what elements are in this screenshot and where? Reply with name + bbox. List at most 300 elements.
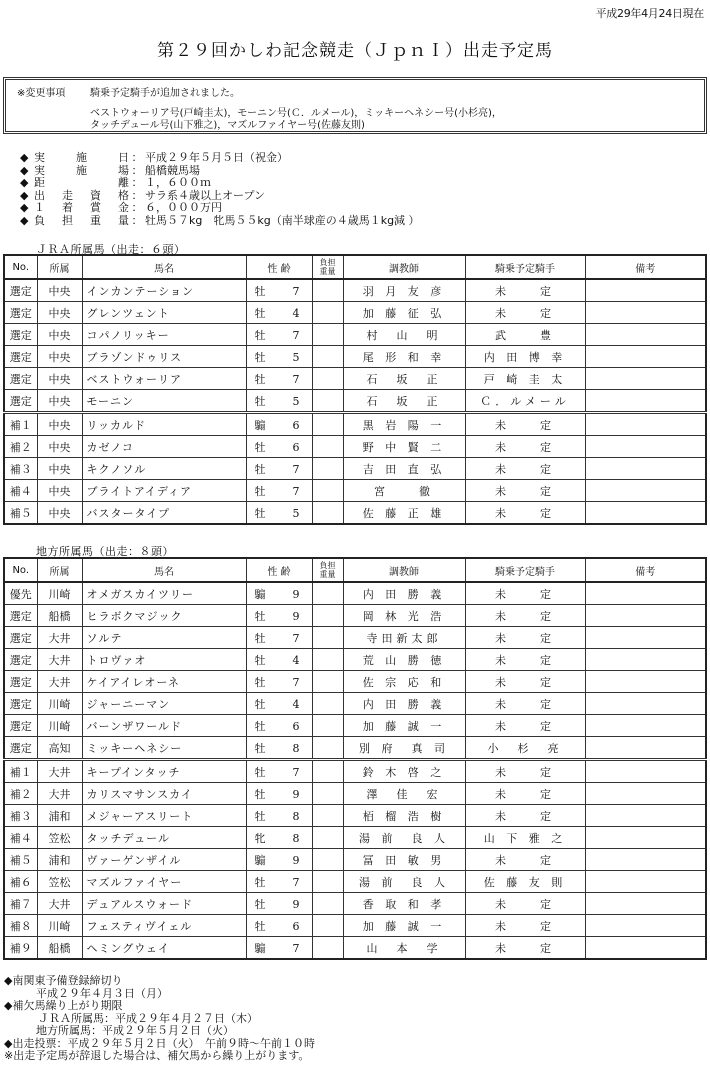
cell-trainer: 黒 岩 陽 一 (343, 413, 465, 436)
cell-trainer: 加 藤 征 弘 (343, 302, 465, 324)
cell-weight (312, 436, 343, 458)
cell-sex: 牡 (254, 609, 266, 623)
cell-age: 7 (292, 328, 300, 342)
race-info-key-char: 走 (62, 188, 73, 202)
race-info-value: サラ系４歳以上オープン (145, 188, 266, 202)
cell-entry-no: 補２ (4, 783, 37, 805)
race-info-key (34, 165, 129, 178)
local-entries-table (3, 557, 707, 960)
cell-jockey: 佐 藤 友 則 (465, 871, 585, 893)
weight-header-line: 重量 (319, 570, 336, 579)
cell-weight (312, 458, 343, 480)
cell-remarks (585, 302, 706, 324)
col-header-sex-age: 性 齢 (246, 255, 312, 279)
footer-note-line: ＪＲＡ所属馬：平成２９年４月２７日（木） (38, 1011, 258, 1025)
cell-age: 6 (292, 440, 300, 454)
cell-age: 7 (292, 631, 300, 645)
cell-age: 6 (292, 418, 300, 432)
cell-horse-name: グレンツェント (82, 302, 246, 324)
cell-age: 4 (292, 653, 300, 667)
cell-remarks (585, 458, 706, 480)
cell-remarks (585, 582, 706, 605)
table-header-row (4, 558, 706, 582)
footer-note-line: ◆補欠馬繰り上がり期限 (4, 999, 123, 1012)
cell-remarks (585, 368, 706, 390)
col-header-horse-name: 馬名 (82, 255, 246, 279)
cell-entry-no: 選定 (4, 368, 37, 390)
cell-remarks (585, 693, 706, 715)
cell-affiliation: 大井 (37, 671, 82, 693)
cell-sex: 牡 (254, 697, 266, 711)
race-info-key-char: 日 (118, 151, 129, 164)
race-info-key (34, 202, 129, 215)
table-row (4, 324, 706, 346)
colon-separator: ： (131, 163, 143, 177)
table-row (4, 760, 706, 783)
cell-horse-name: タッチデュール (82, 827, 246, 849)
cell-horse-name: ミッキーヘネシー (82, 737, 246, 760)
race-info-value: １，６００ｍ (145, 176, 211, 189)
cell-trainer: 佐 宗 応 和 (343, 671, 465, 693)
race-info-value: 船橋競馬場 (145, 163, 200, 177)
race-info-key-char: 金 (118, 201, 129, 214)
cell-jockey: 山 下 雅 之 (465, 827, 585, 849)
cell-age: 7 (292, 372, 300, 386)
footer-note-line: 地方所属馬：平成２９年５月２日（火） (36, 1024, 234, 1037)
cell-trainer: 村 山 明 (343, 324, 465, 346)
cell-trainer: 尾 形 和 幸 (343, 346, 465, 368)
cell-entry-no: 選定 (4, 671, 37, 693)
cell-sex-age (246, 627, 312, 649)
race-info-key-char: 格 (118, 188, 129, 202)
table-row (4, 937, 706, 960)
cell-jockey: 未 定 (465, 302, 585, 324)
cell-sex: 牡 (254, 741, 266, 755)
cell-trainer: 鈴 木 啓 之 (343, 760, 465, 783)
col-header-jockey: 騎乗予定騎手 (465, 255, 585, 279)
cell-weight (312, 346, 343, 368)
race-info-row (20, 152, 420, 165)
cell-entry-no: 補３ (4, 805, 37, 827)
cell-trainer: 宮 徹 (343, 480, 465, 502)
table-row (4, 605, 706, 627)
cell-remarks (585, 937, 706, 960)
cell-affiliation: 中央 (37, 302, 82, 324)
race-info-key-char: 場 (118, 163, 129, 177)
cell-entry-no: 選定 (4, 693, 37, 715)
footer-notes (4, 975, 315, 1063)
cell-affiliation: 中央 (37, 324, 82, 346)
cell-sex-age (246, 805, 312, 827)
table-row (4, 458, 706, 480)
cell-sex-age (246, 693, 312, 715)
notice-line: タッチデュール号(山下雅之)，マズルファイヤー号(佐藤友則) (90, 120, 365, 131)
cell-remarks (585, 871, 706, 893)
race-info-key (34, 190, 129, 203)
race-info-key (34, 177, 129, 190)
cell-sex: 騸 (254, 853, 266, 867)
cell-affiliation: 中央 (37, 390, 82, 413)
race-info-key-char: 着 (62, 201, 73, 214)
cell-weight (312, 502, 343, 525)
cell-entry-no: 補４ (4, 827, 37, 849)
cell-entry-no: 選定 (4, 346, 37, 368)
race-info-key-char: 出 (34, 188, 45, 202)
table-row (4, 915, 706, 937)
cell-age: 8 (292, 809, 300, 823)
cell-horse-name: キープインタッチ (82, 760, 246, 783)
cell-trainer: 湯 前 良 人 (343, 827, 465, 849)
race-info-key-char: 資 (90, 188, 101, 202)
cell-weight (312, 279, 343, 302)
cell-affiliation: 高知 (37, 737, 82, 760)
cell-weight (312, 827, 343, 849)
colon-separator: ： (131, 151, 143, 164)
cell-weight (312, 627, 343, 649)
cell-remarks (585, 279, 706, 302)
cell-sex-age (246, 458, 312, 480)
cell-sex: 牡 (254, 506, 266, 520)
cell-sex: 牡 (254, 372, 266, 386)
cell-sex: 騸 (254, 418, 266, 432)
cell-jockey: 未 定 (465, 413, 585, 436)
cell-trainer: 羽 月 友 彦 (343, 279, 465, 302)
footer-note-line: ◆出走投票：平成２９年５月２日（火） 午前９時～午前１０時 (4, 1036, 315, 1050)
cell-jockey: 未 定 (465, 715, 585, 737)
cell-trainer: 岡 林 光 浩 (343, 605, 465, 627)
cell-sex-age (246, 915, 312, 937)
cell-trainer: 石 坂 正 (343, 390, 465, 413)
cell-trainer: 湯 前 良 人 (343, 871, 465, 893)
race-info-row (20, 165, 420, 178)
race-info-key (34, 215, 129, 228)
diamond-bullet-icon: ◆ (20, 188, 29, 202)
cell-sex-age (246, 436, 312, 458)
col-header-jockey: 騎乗予定騎手 (465, 558, 585, 582)
cell-remarks (585, 849, 706, 871)
cell-entry-no: 補５ (4, 502, 37, 525)
cell-age: 7 (292, 284, 300, 298)
cell-sex: 騸 (254, 941, 266, 955)
cell-affiliation: 中央 (37, 413, 82, 436)
cell-jockey: 未 定 (465, 671, 585, 693)
cell-entry-no: 選定 (4, 302, 37, 324)
cell-age: 7 (292, 484, 300, 498)
cell-weight (312, 413, 343, 436)
race-info-row (20, 215, 420, 228)
cell-entry-no: 選定 (4, 279, 37, 302)
change-notice-box (3, 77, 707, 134)
cell-weight (312, 671, 343, 693)
table-header-row (4, 255, 706, 279)
race-info-key-char: 離 (118, 176, 129, 189)
weight-header-line: 重量 (319, 267, 336, 276)
cell-age: 9 (292, 787, 300, 801)
cell-jockey: 戸 崎 圭 太 (465, 368, 585, 390)
jra-entries-table (3, 254, 707, 525)
cell-jockey: 未 定 (465, 279, 585, 302)
colon-separator: ： (131, 188, 143, 202)
cell-trainer: 加 藤 誠 一 (343, 915, 465, 937)
footer-note-line: ※出走予定馬が辞退した場合は、補欠馬から繰り上がります。 (4, 1049, 310, 1062)
footer-note-line: 平成２９年４月３日（月） (36, 986, 168, 1000)
cell-trainer: 吉 田 直 弘 (343, 458, 465, 480)
cell-remarks (585, 915, 706, 937)
cell-jockey: 未 定 (465, 893, 585, 915)
cell-sex: 騸 (254, 587, 266, 601)
table-row (4, 827, 706, 849)
table-row (4, 693, 706, 715)
race-info-list (20, 152, 420, 227)
table-row (4, 649, 706, 671)
cell-sex-age (246, 605, 312, 627)
cell-entry-no: 補１ (4, 760, 37, 783)
cell-remarks (585, 805, 706, 827)
table-row (4, 279, 706, 302)
cell-age: 6 (292, 719, 300, 733)
cell-sex: 牡 (254, 306, 266, 320)
cell-remarks (585, 893, 706, 915)
cell-age: 8 (292, 741, 300, 755)
cell-trainer: 荒 山 勝 徳 (343, 649, 465, 671)
cell-affiliation: 笠松 (37, 827, 82, 849)
cell-jockey: 未 定 (465, 436, 585, 458)
cell-weight (312, 760, 343, 783)
cell-entry-no: 補２ (4, 436, 37, 458)
cell-horse-name: インカンテーション (82, 279, 246, 302)
cell-age: 7 (292, 875, 300, 889)
cell-weight (312, 893, 343, 915)
table-row (4, 671, 706, 693)
table-row (4, 783, 706, 805)
cell-sex-age (246, 279, 312, 302)
cell-affiliation: 中央 (37, 458, 82, 480)
local-section-heading: 地方所属馬（出走：８頭） (36, 545, 174, 558)
col-header-horse-name: 馬名 (82, 558, 246, 582)
race-info-key-char: 賞 (90, 201, 101, 214)
cell-entry-no: 補９ (4, 937, 37, 960)
cell-affiliation: 大井 (37, 783, 82, 805)
race-info-key-char: 距 (34, 176, 45, 189)
cell-horse-name: オメガスカイツリー (82, 582, 246, 605)
table-row (4, 368, 706, 390)
cell-horse-name: ジャーニーマン (82, 693, 246, 715)
cell-age: 4 (292, 306, 300, 320)
cell-entry-no: 選定 (4, 649, 37, 671)
cell-weight (312, 649, 343, 671)
cell-age: 5 (292, 394, 300, 408)
weight-header-line: 負担 (319, 258, 336, 267)
cell-sex-age (246, 760, 312, 783)
cell-sex: 牡 (254, 787, 266, 801)
cell-affiliation: 川崎 (37, 715, 82, 737)
cell-horse-name: メジャーアスリート (82, 805, 246, 827)
cell-weight (312, 783, 343, 805)
table-row (4, 893, 706, 915)
cell-age: 9 (292, 587, 300, 601)
cell-trainer: 寺田新太郎 (343, 627, 465, 649)
cell-weight (312, 605, 343, 627)
cell-jockey: 未 定 (465, 937, 585, 960)
cell-age: 7 (292, 462, 300, 476)
race-info-row (20, 177, 420, 190)
table-row (4, 582, 706, 605)
cell-remarks (585, 502, 706, 525)
cell-trainer: 栢 榴 浩 樹 (343, 805, 465, 827)
table-row (4, 436, 706, 458)
race-info-key-char: 施 (76, 163, 87, 177)
cell-weight (312, 324, 343, 346)
cell-sex-age (246, 937, 312, 960)
cell-sex-age (246, 390, 312, 413)
cell-sex: 牡 (254, 675, 266, 689)
table-row (4, 302, 706, 324)
table-row (4, 480, 706, 502)
cell-horse-name: ブラゾンドゥリス (82, 346, 246, 368)
col-header-trainer: 調教師 (343, 558, 465, 582)
cell-entry-no: 選定 (4, 715, 37, 737)
table-row (4, 502, 706, 525)
cell-entry-no: 選定 (4, 390, 37, 413)
table-row (4, 715, 706, 737)
cell-remarks (585, 605, 706, 627)
cell-affiliation: 中央 (37, 502, 82, 525)
cell-horse-name: ヒラボクマジック (82, 605, 246, 627)
cell-entry-no: 補４ (4, 480, 37, 502)
cell-entry-no: 選定 (4, 627, 37, 649)
cell-remarks (585, 413, 706, 436)
cell-horse-name: キクノソル (82, 458, 246, 480)
cell-remarks (585, 390, 706, 413)
cell-jockey: 武 豊 (465, 324, 585, 346)
race-info-key-char: 重 (90, 213, 101, 227)
cell-affiliation: 浦和 (37, 805, 82, 827)
cell-weight (312, 390, 343, 413)
cell-sex: 牡 (254, 809, 266, 823)
cell-trainer: 石 坂 正 (343, 368, 465, 390)
cell-horse-name: デュアルスウォード (82, 893, 246, 915)
cell-remarks (585, 480, 706, 502)
col-header-trainer: 調教師 (343, 255, 465, 279)
cell-remarks (585, 627, 706, 649)
cell-jockey: 未 定 (465, 849, 585, 871)
race-info-key-char: １ (34, 201, 45, 214)
cell-remarks (585, 436, 706, 458)
cell-horse-name: ヴァーゲンザイル (82, 849, 246, 871)
cell-jockey: 未 定 (465, 760, 585, 783)
cell-sex-age (246, 737, 312, 760)
race-info-key-char: 実 (34, 163, 45, 177)
cell-sex: 牡 (254, 394, 266, 408)
table-row (4, 390, 706, 413)
cell-jockey: 未 定 (465, 582, 585, 605)
cell-sex-age (246, 893, 312, 915)
cell-entry-no: 優先 (4, 582, 37, 605)
cell-weight (312, 805, 343, 827)
col-header-weight (312, 255, 343, 279)
cell-jockey: 未 定 (465, 502, 585, 525)
cell-sex: 牡 (254, 875, 266, 889)
race-info-key-char: 負 (34, 213, 45, 227)
table-row (4, 627, 706, 649)
jra-section-heading: ＪＲＡ所属馬（出走：６頭） (36, 243, 186, 256)
cell-weight (312, 737, 343, 760)
cell-trainer: 野 中 賢 二 (343, 436, 465, 458)
cell-weight (312, 302, 343, 324)
cell-horse-name: バスタータイプ (82, 502, 246, 525)
cell-remarks (585, 783, 706, 805)
col-header-weight (312, 558, 343, 582)
cell-horse-name: コパノリッキー (82, 324, 246, 346)
cell-sex-age (246, 413, 312, 436)
cell-trainer: 別 府 真 司 (343, 737, 465, 760)
race-info-key (34, 152, 129, 165)
cell-affiliation: 船橋 (37, 605, 82, 627)
col-header-sex-age: 性 齢 (246, 558, 312, 582)
cell-jockey: 未 定 (465, 458, 585, 480)
cell-jockey: 未 定 (465, 480, 585, 502)
cell-affiliation: 中央 (37, 480, 82, 502)
as-of-date: 平成29年4月24日現在 (595, 7, 704, 20)
col-header-remarks: 備考 (585, 255, 706, 279)
notice-line: ベストウォーリア号(戸崎圭太)，モーニン号(Ｃ．ルメール)，ミッキーヘネシー号(小杉亮)， (90, 108, 502, 119)
cell-remarks (585, 346, 706, 368)
cell-trainer: 佐 藤 正 雄 (343, 502, 465, 525)
cell-trainer: 冨 田 敏 男 (343, 849, 465, 871)
cell-entry-no: 選定 (4, 324, 37, 346)
cell-sex-age (246, 324, 312, 346)
diamond-bullet-icon: ◆ (20, 213, 29, 227)
cell-remarks (585, 715, 706, 737)
cell-entry-no: 補１ (4, 413, 37, 436)
cell-remarks (585, 760, 706, 783)
cell-age: 6 (292, 919, 300, 933)
cell-horse-name: ベストウォーリア (82, 368, 246, 390)
cell-sex-age (246, 871, 312, 893)
notice-heading: 騎乗予定騎手が追加されました。 (90, 88, 240, 99)
cell-weight (312, 693, 343, 715)
cell-sex: 牡 (254, 897, 266, 911)
cell-affiliation: 大井 (37, 760, 82, 783)
race-info-value: 牡馬５７kg 牝馬５５kg（南半球産の４歳馬１kg減 ） (145, 213, 420, 227)
cell-age: 4 (292, 697, 300, 711)
cell-age: 5 (292, 506, 300, 520)
cell-sex-age (246, 582, 312, 605)
diamond-bullet-icon: ◆ (20, 176, 29, 189)
race-info-row (20, 202, 420, 215)
table-row (4, 871, 706, 893)
cell-entry-no: 選定 (4, 737, 37, 760)
table-row (4, 346, 706, 368)
cell-trainer: 加 藤 誠 一 (343, 715, 465, 737)
cell-affiliation: 川崎 (37, 582, 82, 605)
cell-horse-name: フェスティヴイェル (82, 915, 246, 937)
cell-entry-no: 補３ (4, 458, 37, 480)
cell-sex: 牡 (254, 765, 266, 779)
cell-remarks (585, 737, 706, 760)
cell-sex: 牡 (254, 631, 266, 645)
cell-affiliation: 中央 (37, 368, 82, 390)
cell-sex-age (246, 783, 312, 805)
cell-horse-name: カゼノコ (82, 436, 246, 458)
cell-entry-no: 補６ (4, 871, 37, 893)
cell-weight (312, 849, 343, 871)
cell-horse-name: ヘミングウェイ (82, 937, 246, 960)
cell-trainer: 内 田 勝 義 (343, 693, 465, 715)
cell-weight (312, 871, 343, 893)
cell-weight (312, 937, 343, 960)
cell-entry-no: 選定 (4, 605, 37, 627)
